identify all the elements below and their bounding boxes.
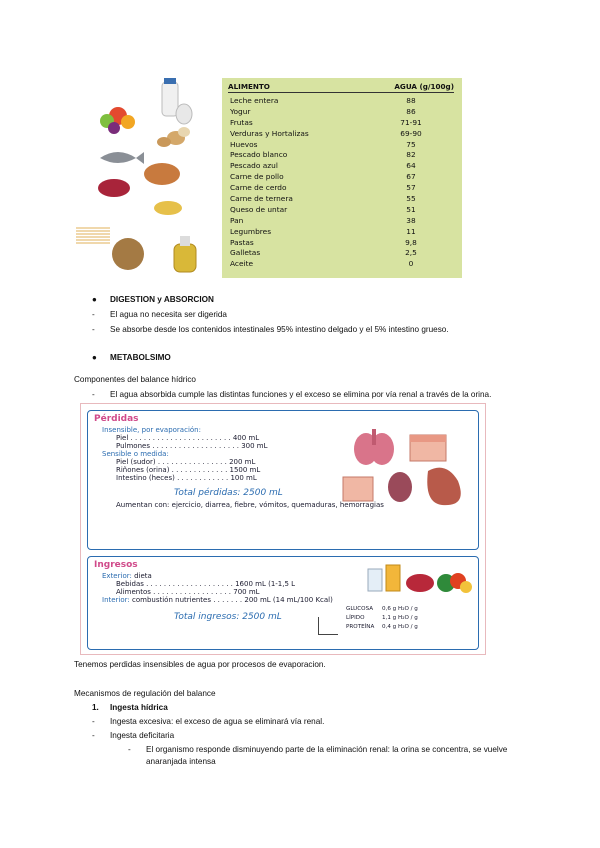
list-item: Ingesta excesiva: el exceso de agua se eliminará vía renal. bbox=[110, 717, 325, 726]
water-value: 55 bbox=[406, 194, 416, 204]
dash-icon: - bbox=[92, 731, 95, 740]
dash-icon: - bbox=[92, 310, 95, 319]
list-item: Ingesta deficitaria bbox=[110, 731, 175, 740]
list-item: El organismo responde disminuyendo parte de la eliminación renal: la orina se concentra, se vuelve anaranjada intensa bbox=[146, 745, 508, 766]
water-value: 0 bbox=[408, 259, 414, 269]
section-mechanisms bbox=[74, 688, 534, 768]
evaporation-note: Tenemos perdidas insensibles de agua por procesos de evaporacion. bbox=[74, 660, 326, 669]
food-name: Frutas bbox=[230, 117, 253, 127]
list-number: 1. bbox=[92, 703, 99, 712]
table-row bbox=[228, 150, 454, 161]
water-value: 88 bbox=[406, 96, 416, 105]
food-name: Huevos bbox=[230, 139, 258, 149]
table-row bbox=[228, 161, 454, 172]
food-name: Queso de untar bbox=[230, 204, 288, 214]
dash-icon: - bbox=[92, 325, 95, 334]
table-row bbox=[228, 205, 454, 216]
water-value: 38 bbox=[406, 215, 416, 225]
losses-box bbox=[87, 410, 479, 550]
table-row bbox=[228, 172, 454, 183]
section-title: DIGESTION y ABSORCION bbox=[110, 295, 214, 304]
arrow-connector bbox=[318, 617, 338, 635]
water-value: 86 bbox=[406, 106, 416, 116]
dash-icon: - bbox=[92, 717, 95, 726]
food-name: Carne de pollo bbox=[230, 172, 284, 182]
losses-title: Pérdidas bbox=[94, 414, 139, 424]
water-value: 64 bbox=[406, 161, 416, 171]
food-name: Galletas bbox=[230, 248, 261, 258]
losses-increase-note: Aumentan con: ejercicio, diarrea, fiebre, vómitos, quemaduras, hemorragias bbox=[116, 501, 384, 509]
list-item: El agua absorbida cumple las distintas funciones y el exceso se elimina por vía renal a través de la orina. bbox=[110, 390, 492, 399]
nutrient-row: LÍPIDO 1,1 g H₂O / g bbox=[346, 615, 418, 621]
food-name: Pescado azul bbox=[230, 161, 278, 171]
water-value: 9,8 bbox=[405, 237, 417, 247]
food-name: Leche entera bbox=[230, 96, 279, 105]
intake-drinks: Bebidas . . . . . . . . . . . . . . . . . . . . 1600 mL (1-1,5 L bbox=[116, 580, 296, 588]
loss-lungs: Pulmones . . . . . . . . . . . . . . . . . . . . 300 mL bbox=[116, 442, 268, 450]
food-name: Carne de ternera bbox=[230, 194, 293, 204]
exterior-value: dieta bbox=[134, 572, 152, 580]
food-drinks-illustration bbox=[364, 561, 476, 601]
loss-kidneys: Riñones (orina) . . . . . . . . . . . . . 1500 mL bbox=[116, 466, 261, 474]
water-value: 11 bbox=[406, 226, 416, 236]
food-name: Verduras y Hortalizas bbox=[230, 128, 309, 138]
table-row bbox=[228, 194, 454, 205]
insensible-label: Insensible, por evaporación: bbox=[102, 426, 201, 434]
food-name: Pan bbox=[230, 215, 244, 225]
exterior-label: Exterior: bbox=[102, 572, 132, 580]
list-item: Ingesta hídrica bbox=[110, 703, 168, 712]
water-content-table bbox=[222, 78, 462, 278]
table-row bbox=[228, 259, 454, 270]
nutrient-water-list bbox=[346, 605, 476, 632]
table-row bbox=[228, 216, 454, 227]
table-row bbox=[228, 238, 454, 249]
water-value: 71-91 bbox=[400, 117, 422, 127]
bullet-icon: ● bbox=[92, 295, 97, 304]
interior-value: combustión nutrientes . . . . . . . 200 mL (14 mL/100 Kcal) bbox=[132, 596, 333, 604]
loss-sweat: Piel (sudor) . . . . . . . . . . . . . . . . 200 mL bbox=[116, 458, 256, 466]
table-row bbox=[228, 183, 454, 194]
food-name: Yogur bbox=[230, 106, 251, 116]
sensible-label: Sensible o medida: bbox=[102, 450, 169, 458]
water-value: 75 bbox=[406, 139, 416, 149]
intakes-box bbox=[87, 556, 479, 650]
interior-label: Interior: bbox=[102, 596, 130, 604]
mechanisms-heading: Mecanismos de regulación del balance bbox=[74, 689, 216, 698]
list-item: El agua no necesita ser digerida bbox=[110, 310, 227, 319]
list-item: Se absorbe desde los contenidos intestinales 95% intestino delgado y el 5% intestino grueso. bbox=[110, 325, 449, 334]
water-value: 82 bbox=[406, 150, 416, 160]
food-name: Pescado blanco bbox=[230, 150, 288, 160]
dash-icon: - bbox=[128, 745, 131, 754]
nutrient-row: PROTEÍNA 0,4 g H₂O / g bbox=[346, 624, 418, 630]
table-row bbox=[228, 227, 454, 238]
food-name: Aceite bbox=[230, 259, 254, 269]
intakes-title: Ingresos bbox=[94, 560, 138, 570]
intakes-total: Total ingresos: 2500 mL bbox=[174, 612, 282, 622]
components-heading: Componentes del balance hídrico bbox=[74, 375, 196, 384]
food-name: Pastas bbox=[230, 237, 254, 247]
losses-total: Total pérdidas: 2500 mL bbox=[174, 488, 283, 498]
table-row bbox=[228, 96, 454, 107]
table-header bbox=[228, 82, 454, 93]
table-row bbox=[228, 129, 454, 140]
intake-food: Alimentos . . . . . . . . . . . . . . . . . . 700 mL bbox=[116, 588, 260, 596]
dash-icon: - bbox=[92, 390, 95, 399]
bullet-icon: ● bbox=[92, 353, 97, 362]
food-name: Carne de cerdo bbox=[230, 183, 287, 193]
organs-illustration bbox=[338, 421, 478, 511]
water-balance-figure bbox=[80, 403, 486, 655]
section-digestion bbox=[92, 294, 532, 364]
food-illustration bbox=[70, 76, 228, 278]
water-value: 67 bbox=[406, 172, 416, 182]
table-row bbox=[228, 118, 454, 129]
section-title: METABOLSIMO bbox=[110, 353, 171, 362]
loss-skin: Piel . . . . . . . . . . . . . . . . . . . . . . . 400 mL bbox=[116, 434, 260, 442]
header-food: ALIMENTO bbox=[228, 82, 270, 91]
table-row bbox=[228, 248, 454, 259]
nutrient-row: GLUCOSA 0,6 g H₂O / g bbox=[346, 606, 418, 612]
water-value: 51 bbox=[406, 204, 416, 214]
water-value: 2,5 bbox=[405, 248, 417, 258]
table-row bbox=[228, 140, 454, 151]
loss-intestine: Intestino (heces) . . . . . . . . . . . . 100 mL bbox=[116, 474, 257, 482]
header-water: AGUA (g/100g) bbox=[394, 82, 454, 91]
water-value: 57 bbox=[406, 183, 416, 193]
table-row bbox=[228, 107, 454, 118]
water-value: 69-90 bbox=[400, 128, 422, 138]
food-name: Legumbres bbox=[230, 226, 272, 236]
